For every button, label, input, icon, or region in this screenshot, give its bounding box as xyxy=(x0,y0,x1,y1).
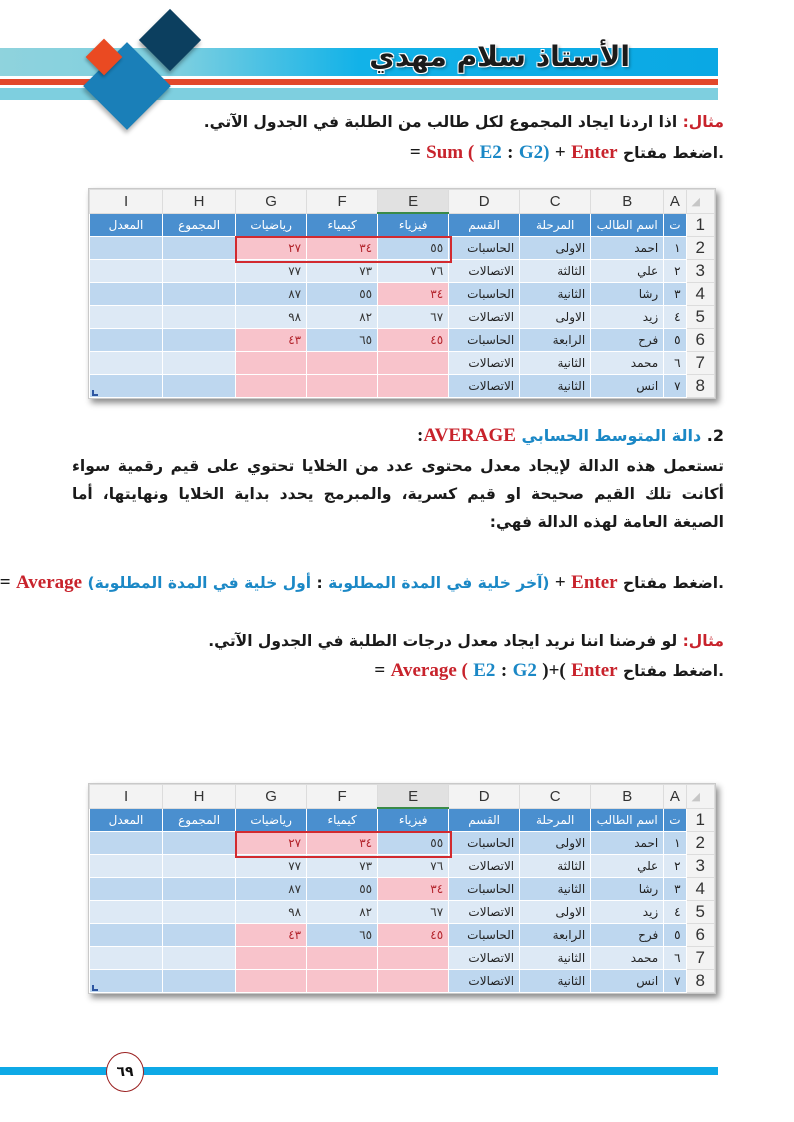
formula-equals: = xyxy=(374,660,386,681)
cell-math[interactable]: ٨٧ xyxy=(236,878,307,901)
formula-enter: Enter xyxy=(571,572,618,593)
table-row xyxy=(90,878,715,901)
column-header-E[interactable]: E xyxy=(378,785,449,809)
cell-math[interactable]: ٧٧ xyxy=(236,260,307,283)
column-header-C[interactable]: C xyxy=(520,785,591,809)
column-header-G[interactable]: G xyxy=(236,190,307,214)
column-header-F[interactable]: F xyxy=(307,785,378,809)
table-row xyxy=(90,260,715,283)
cell-stage[interactable]: الثالثة xyxy=(520,260,591,283)
cell-phys[interactable]: ٤٥ xyxy=(378,329,449,352)
row-number[interactable]: 6 xyxy=(686,924,714,947)
cell-stage[interactable]: الثانية xyxy=(520,352,591,375)
average-description: تستعمل هذه الدالة لإيجاد معدل محتوى عدد من الخلايا تحتوي على قيم رقمية سواء أكانت تلك القيم صحيحة او قيم كسرية، والمبرمج يحدد بداية الخلايا ونهايتها، أما الصيغة العامة لهذه الدالة فهي: xyxy=(72,457,724,531)
cell-seq[interactable]: ٤ xyxy=(664,901,686,924)
cell-name[interactable]: انس xyxy=(591,970,664,993)
cell-math[interactable]: ٩٨ xyxy=(236,306,307,329)
cell-dept[interactable]: الاتصالات xyxy=(449,375,520,398)
cell-stage[interactable]: الثانية xyxy=(520,375,591,398)
example-1 xyxy=(72,113,724,131)
row-number[interactable]: 6 xyxy=(686,329,714,352)
table-row xyxy=(90,947,715,970)
cell-phys[interactable] xyxy=(378,947,449,970)
cell-stage[interactable]: الثانية xyxy=(520,970,591,993)
average-heading xyxy=(72,425,724,447)
cell-avg[interactable] xyxy=(90,832,163,855)
cell-phys[interactable] xyxy=(378,970,449,993)
cell-dept[interactable]: الاتصالات xyxy=(449,855,520,878)
cell-chem[interactable]: ٦٥ xyxy=(307,329,378,352)
cell-avg[interactable] xyxy=(90,375,163,398)
spreadsheet-1 xyxy=(88,188,716,399)
column-header-B[interactable]: B xyxy=(591,190,664,214)
header-cell[interactable]: المعدل xyxy=(90,808,163,832)
cell-sum[interactable] xyxy=(163,970,236,993)
cell-seq[interactable]: ٤ xyxy=(664,306,686,329)
cell-sum[interactable] xyxy=(163,260,236,283)
cell-math[interactable] xyxy=(236,352,307,375)
row-number[interactable]: 1 xyxy=(686,213,714,237)
table-row xyxy=(90,901,715,924)
formula-enter: Enter xyxy=(571,660,618,681)
formula-equals: = xyxy=(0,572,11,593)
cell-chem[interactable]: ٧٣ xyxy=(307,855,378,878)
cell-name[interactable]: علي xyxy=(591,855,664,878)
column-header-F[interactable]: F xyxy=(307,190,378,214)
cell-math[interactable]: ٢٧ xyxy=(236,237,307,260)
cell-stage[interactable]: الاولى xyxy=(520,901,591,924)
cell-avg[interactable] xyxy=(90,924,163,947)
cell-phys[interactable]: ٤٥ xyxy=(378,924,449,947)
cell-seq[interactable]: ١ xyxy=(664,832,686,855)
select-all-triangle-icon: ◢ xyxy=(691,790,700,803)
column-header-C[interactable]: C xyxy=(520,190,591,214)
cell-math[interactable]: ٤٣ xyxy=(236,924,307,947)
formula-plus: + xyxy=(554,572,566,593)
table-row xyxy=(90,375,715,398)
cell-dept[interactable]: الحاسبات xyxy=(449,283,520,306)
formula-colon: : xyxy=(316,574,323,592)
cell-sum[interactable] xyxy=(163,375,236,398)
paste-options-icon[interactable] xyxy=(92,390,98,396)
cell-chem[interactable]: ٨٢ xyxy=(307,306,378,329)
cell-avg[interactable] xyxy=(90,855,163,878)
cell-avg[interactable] xyxy=(90,901,163,924)
header-cell[interactable]: المرحلة xyxy=(520,213,591,237)
header-cell[interactable]: رياضيات xyxy=(236,808,307,832)
cell-name[interactable]: احمد xyxy=(591,832,664,855)
cell-stage[interactable]: الثانية xyxy=(520,878,591,901)
cell-name[interactable]: فرح xyxy=(591,329,664,352)
cell-phys[interactable]: ٥٥ xyxy=(378,832,449,855)
example-label: مثال: xyxy=(682,113,724,131)
column-header-H[interactable]: H xyxy=(163,190,236,214)
header-cell[interactable]: فيزياء xyxy=(378,213,449,237)
row-number[interactable]: 5 xyxy=(686,901,714,924)
formula-last-cell: (آخر خلية في المدة المطلوبة xyxy=(328,574,550,592)
cell-seq[interactable]: ٧ xyxy=(664,375,686,398)
formula-func: Average ( xyxy=(390,660,468,681)
cell-dept[interactable]: الحاسبات xyxy=(449,237,520,260)
cell-stage[interactable]: الاولى xyxy=(520,832,591,855)
cell-chem[interactable]: ٣٤ xyxy=(307,832,378,855)
select-all-corner[interactable] xyxy=(686,785,714,809)
cell-sum[interactable] xyxy=(163,352,236,375)
cell-dept[interactable]: الحاسبات xyxy=(449,329,520,352)
cell-phys[interactable]: ٣٤ xyxy=(378,283,449,306)
section-number: 2. xyxy=(706,426,724,445)
cell-sum[interactable] xyxy=(163,237,236,260)
header-cell[interactable]: اسم الطالب xyxy=(591,213,664,237)
formula-func: Average xyxy=(15,572,83,593)
page-number: ٦٩ xyxy=(106,1052,144,1092)
cell-sum[interactable] xyxy=(163,832,236,855)
spreadsheet-2 xyxy=(88,783,716,994)
example-text: لو فرضنا اننا نريد ايجاد معدل درجات الطلبة في الجدول الآتي. xyxy=(208,632,678,650)
formula-range-end: G2) xyxy=(518,142,550,163)
header-title: الأستاذ سلام مهدي xyxy=(369,40,630,73)
cell-math[interactable]: ٨٧ xyxy=(236,283,307,306)
section-heading-latin: AVERAGE xyxy=(423,425,516,446)
cell-phys[interactable] xyxy=(378,352,449,375)
section-heading-colon: : xyxy=(417,425,424,446)
header-cell[interactable]: القسم xyxy=(449,808,520,832)
cell-stage[interactable]: الثانية xyxy=(520,283,591,306)
row-number[interactable]: 8 xyxy=(686,970,714,993)
cell-chem[interactable]: ٥٥ xyxy=(307,878,378,901)
table-row xyxy=(90,832,715,855)
cell-math[interactable]: ٤٣ xyxy=(236,329,307,352)
cell-stage[interactable]: الاولى xyxy=(520,306,591,329)
section-heading: دالة المتوسط الحسابي xyxy=(521,426,702,445)
example-label: مثال: xyxy=(682,632,724,650)
example-text: اذا اردنا ايجاد المجموع لكل طالب من الطلبة في الجدول الآتي. xyxy=(203,113,678,131)
cell-dept[interactable]: الاتصالات xyxy=(449,947,520,970)
cell-seq[interactable]: ٣ xyxy=(664,283,686,306)
cell-name[interactable]: زيد xyxy=(591,306,664,329)
header-cell[interactable]: كيمياء xyxy=(307,213,378,237)
table-row xyxy=(90,306,715,329)
column-header-I[interactable]: I xyxy=(90,190,163,214)
cell-phys[interactable]: ٦٧ xyxy=(378,901,449,924)
cell-sum[interactable] xyxy=(163,901,236,924)
cell-avg[interactable] xyxy=(90,283,163,306)
row-number[interactable]: 4 xyxy=(686,283,714,306)
cell-seq[interactable]: ٢ xyxy=(664,855,686,878)
row-number[interactable]: 5 xyxy=(686,306,714,329)
cell-seq[interactable]: ٥ xyxy=(664,329,686,352)
cell-stage[interactable]: الاولى xyxy=(520,237,591,260)
cell-avg[interactable] xyxy=(90,237,163,260)
cell-sum[interactable] xyxy=(163,947,236,970)
cell-chem[interactable]: ٧٣ xyxy=(307,260,378,283)
header-cell[interactable]: رياضيات xyxy=(236,213,307,237)
cell-math[interactable] xyxy=(236,970,307,993)
column-header-G[interactable]: G xyxy=(236,785,307,809)
formula-close: ) xyxy=(542,660,549,681)
column-header-E[interactable]: E xyxy=(378,190,449,214)
column-header-I[interactable]: I xyxy=(90,785,163,809)
formula-colon: : xyxy=(500,660,508,681)
cell-name[interactable]: فرح xyxy=(591,924,664,947)
average-formula-line xyxy=(72,660,724,682)
cell-phys[interactable]: ٣٤ xyxy=(378,878,449,901)
cell-avg[interactable] xyxy=(90,352,163,375)
cell-math[interactable] xyxy=(236,375,307,398)
cell-sum[interactable] xyxy=(163,924,236,947)
formula-func: Sum ( xyxy=(426,142,475,163)
formula-prefix: .اضغط مفتاح xyxy=(623,144,724,162)
cell-chem[interactable]: ٨٢ xyxy=(307,901,378,924)
cell-chem[interactable]: ٣٤ xyxy=(307,237,378,260)
cell-avg[interactable] xyxy=(90,260,163,283)
formula-plus: +( xyxy=(548,660,566,681)
formula-prefix: .اضغط مفتاح xyxy=(623,574,724,592)
cell-seq[interactable]: ٧ xyxy=(664,970,686,993)
cell-sum[interactable] xyxy=(163,329,236,352)
formula-range-start: E2 xyxy=(473,660,496,681)
column-header-row xyxy=(90,785,715,809)
column-header-D[interactable]: D xyxy=(449,785,520,809)
header-cell[interactable]: فيزياء xyxy=(378,808,449,832)
row-number[interactable]: 7 xyxy=(686,947,714,970)
cell-chem[interactable] xyxy=(307,375,378,398)
cell-phys[interactable]: ٧٦ xyxy=(378,855,449,878)
formula-range-start: E2 xyxy=(479,142,502,163)
cell-seq[interactable]: ٥ xyxy=(664,924,686,947)
cell-avg[interactable] xyxy=(90,970,163,993)
cell-seq[interactable]: ٦ xyxy=(664,352,686,375)
cell-phys[interactable] xyxy=(378,375,449,398)
table-row xyxy=(90,237,715,260)
header-cell[interactable]: المجموع xyxy=(163,213,236,237)
cell-math[interactable]: ٢٧ xyxy=(236,832,307,855)
cell-chem[interactable]: ٦٥ xyxy=(307,924,378,947)
cell-chem[interactable] xyxy=(307,970,378,993)
formula-first-cell: أول خلية في المدة المطلوبة) xyxy=(87,574,312,592)
cell-chem[interactable]: ٥٥ xyxy=(307,283,378,306)
cell-dept[interactable]: الحاسبات xyxy=(449,878,520,901)
header-cell[interactable]: ت xyxy=(664,213,686,237)
spreadsheet-grid xyxy=(89,784,715,993)
cell-dept[interactable]: الحاسبات xyxy=(449,832,520,855)
row-number[interactable]: 3 xyxy=(686,260,714,283)
table-row xyxy=(90,352,715,375)
table-row xyxy=(90,283,715,306)
cell-dept[interactable]: الاتصالات xyxy=(449,260,520,283)
header-cell[interactable]: ت xyxy=(664,808,686,832)
cell-sum[interactable] xyxy=(163,878,236,901)
row-number[interactable]: 4 xyxy=(686,878,714,901)
cell-name[interactable]: رشا xyxy=(591,283,664,306)
cell-stage[interactable]: الرابعة xyxy=(520,924,591,947)
table-row xyxy=(90,329,715,352)
column-header-A[interactable]: A xyxy=(664,785,686,809)
cell-chem[interactable] xyxy=(307,352,378,375)
cell-avg[interactable] xyxy=(90,329,163,352)
cell-seq[interactable]: ٣ xyxy=(664,878,686,901)
cell-phys[interactable]: ٥٥ xyxy=(378,237,449,260)
table-header-row xyxy=(90,213,715,237)
cell-phys[interactable]: ٦٧ xyxy=(378,306,449,329)
column-header-A[interactable]: A xyxy=(664,190,686,214)
header-cell[interactable]: المجموع xyxy=(163,808,236,832)
cell-sum[interactable] xyxy=(163,306,236,329)
select-all-corner[interactable] xyxy=(686,190,714,214)
example-2 xyxy=(72,632,724,650)
cell-name[interactable]: محمد xyxy=(591,352,664,375)
cell-name[interactable]: احمد xyxy=(591,237,664,260)
cell-dept[interactable]: الاتصالات xyxy=(449,352,520,375)
row-number[interactable]: 8 xyxy=(686,375,714,398)
table-row xyxy=(90,855,715,878)
formula-range-end: G2 xyxy=(512,660,537,681)
row-number[interactable]: 2 xyxy=(686,237,714,260)
cell-math[interactable] xyxy=(236,947,307,970)
cell-sum[interactable] xyxy=(163,283,236,306)
column-header-row xyxy=(90,190,715,214)
cell-avg[interactable] xyxy=(90,306,163,329)
cell-name[interactable]: رشا xyxy=(591,878,664,901)
cell-seq[interactable]: ٦ xyxy=(664,947,686,970)
row-number[interactable]: 7 xyxy=(686,352,714,375)
formula-plus: + xyxy=(554,142,566,163)
formula-colon: : xyxy=(507,142,514,163)
cell-sum[interactable] xyxy=(163,855,236,878)
cell-avg[interactable] xyxy=(90,878,163,901)
cell-name[interactable]: علي xyxy=(591,260,664,283)
cell-math[interactable]: ٩٨ xyxy=(236,901,307,924)
cell-dept[interactable]: الاتصالات xyxy=(449,306,520,329)
row-number[interactable]: 1 xyxy=(686,808,714,832)
average-general-formula xyxy=(0,572,724,594)
formula-prefix: .اضغط مفتاح xyxy=(623,662,724,680)
cell-name[interactable]: محمد xyxy=(591,947,664,970)
column-header-D[interactable]: D xyxy=(449,190,520,214)
cell-seq[interactable]: ٢ xyxy=(664,260,686,283)
cell-stage[interactable]: الرابعة xyxy=(520,329,591,352)
cell-phys[interactable]: ٧٦ xyxy=(378,260,449,283)
cell-name[interactable]: انس xyxy=(591,375,664,398)
table-row xyxy=(90,970,715,993)
formula-equals: = xyxy=(409,142,421,163)
table-row xyxy=(90,924,715,947)
header-cell[interactable]: اسم الطالب xyxy=(591,808,664,832)
header-cell[interactable]: القسم xyxy=(449,213,520,237)
column-header-B[interactable]: B xyxy=(591,785,664,809)
cell-math[interactable]: ٧٧ xyxy=(236,855,307,878)
cell-dept[interactable]: الحاسبات xyxy=(449,924,520,947)
cell-chem[interactable] xyxy=(307,947,378,970)
cell-name[interactable]: زيد xyxy=(591,901,664,924)
table-header-row xyxy=(90,808,715,832)
sum-formula-line xyxy=(72,142,724,164)
cell-stage[interactable]: الثالثة xyxy=(520,855,591,878)
paste-options-icon[interactable] xyxy=(92,985,98,991)
cell-stage[interactable]: الثانية xyxy=(520,947,591,970)
header-cell[interactable]: كيمياء xyxy=(307,808,378,832)
formula-enter: Enter xyxy=(571,142,618,163)
cell-avg[interactable] xyxy=(90,947,163,970)
header-cell[interactable]: المعدل xyxy=(90,213,163,237)
spreadsheet-grid xyxy=(89,189,715,398)
header-cell[interactable]: المرحلة xyxy=(520,808,591,832)
row-number[interactable]: 2 xyxy=(686,832,714,855)
column-header-H[interactable]: H xyxy=(163,785,236,809)
select-all-triangle-icon: ◢ xyxy=(691,195,700,208)
row-number[interactable]: 3 xyxy=(686,855,714,878)
cell-seq[interactable]: ١ xyxy=(664,237,686,260)
cell-dept[interactable]: الاتصالات xyxy=(449,901,520,924)
cell-dept[interactable]: الاتصالات xyxy=(449,970,520,993)
